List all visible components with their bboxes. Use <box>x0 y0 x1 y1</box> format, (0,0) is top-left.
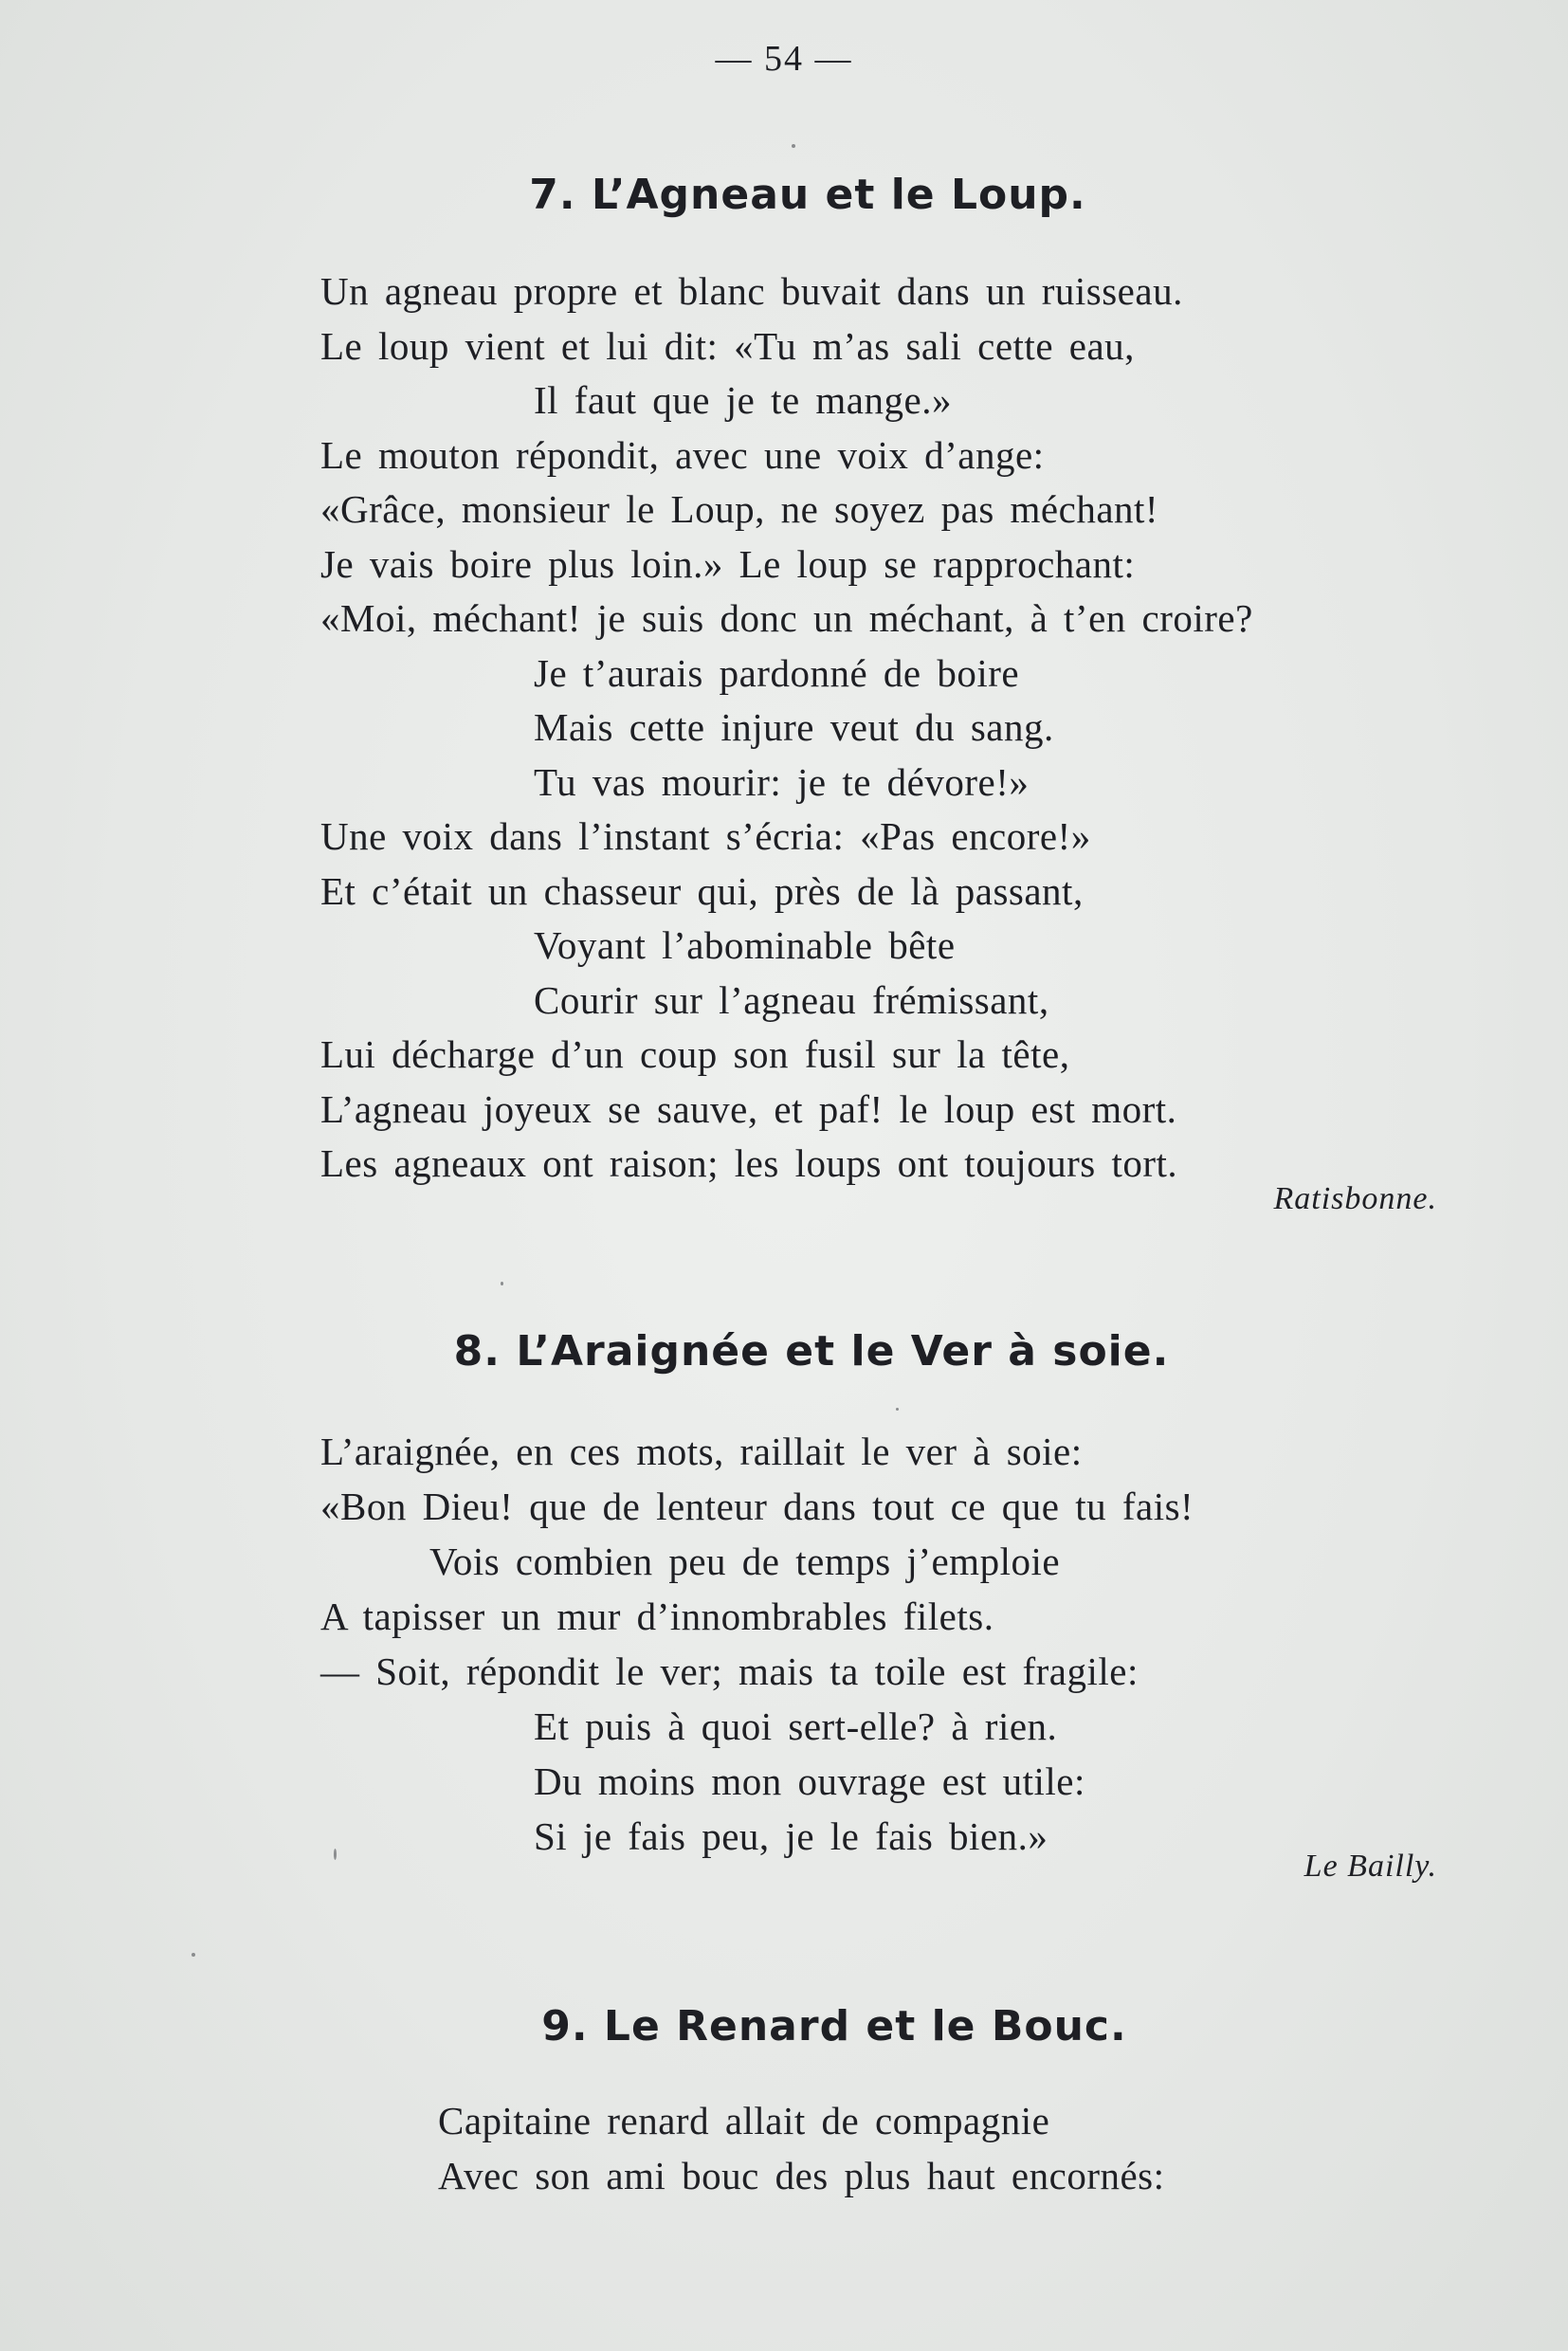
verse-line: Un agneau propre et blanc buvait dans un ruisseau. <box>320 269 1183 313</box>
poem-agneau-loup <box>320 264 1439 1192</box>
paper-speck <box>896 1408 899 1411</box>
verse-line: Et c’était un chasseur qui, près de là passant, <box>320 868 1084 913</box>
verse-line: Le loup vient et lui dit: «Tu m’as sali cette eau, <box>320 323 1135 368</box>
verse-line: Avec son ami bouc des plus haut encornés: <box>438 2154 1165 2197</box>
verse-line: A tapisser un mur d’innombrables filets. <box>320 1595 994 1638</box>
verse-line: Courir sur l’agneau frémissant, <box>534 977 1049 1022</box>
verse-line: Le mouton répondit, avec une voix d’ange: <box>320 432 1045 477</box>
author-attribution: Le Bailly. <box>1304 1849 1437 1884</box>
verse-line: «Grâce, monsieur le Loup, ne soyez pas méchant! <box>320 487 1159 531</box>
paper-speck <box>334 1849 337 1860</box>
paper-speck <box>501 1282 503 1285</box>
verse-line: Vois combien peu de temps j’emploie <box>429 1540 1061 1583</box>
paper-speck <box>191 1953 195 1957</box>
verse-line: L’araignée, en ces mots, raillait le ver à soie: <box>320 1430 1083 1473</box>
paper-speck <box>792 144 795 148</box>
verse-line: — Soit, répondit le ver; mais ta toile est fragile: <box>320 1649 1139 1693</box>
verse-line: «Moi, méchant! je suis donc un méchant, à t’en croire? <box>320 596 1253 640</box>
verse-line: Lui décharge d’un coup son fusil sur la tête, <box>320 1032 1070 1076</box>
poem-araignee-ver <box>320 1424 1439 1864</box>
verse-line: «Bon Dieu! que de lenteur dans tout ce que tu fais! <box>320 1485 1194 1528</box>
page-number: — 54 — <box>715 39 853 79</box>
poem-renard-bouc <box>438 2093 1557 2203</box>
section-title-agneau-loup: 7. L’Agneau et le Loup. <box>529 171 1086 219</box>
verse-line: Je t’aurais pardonné de boire <box>534 650 1020 695</box>
verse-line: Les agneaux ont raison; les loups ont toujours tort. <box>320 1141 1178 1185</box>
verse-line: Il faut que je te mange.» <box>534 378 952 422</box>
verse-line: Mais cette injure veut du sang. <box>534 705 1054 749</box>
verse-line: Voyant l’abominable bête <box>534 923 956 967</box>
verse-line: Et puis à quoi sert-elle? à rien. <box>534 1704 1058 1748</box>
verse-line: L’agneau joyeux se sauve, et paf! le loup est mort. <box>320 1086 1177 1131</box>
verse-line: Une voix dans l’instant s’écria: «Pas encore!» <box>320 814 1091 858</box>
section-title-renard-bouc: 9. Le Renard et le Bouc. <box>541 2002 1127 2050</box>
verse-line: Du moins mon ouvrage est utile: <box>534 1759 1085 1803</box>
verse-line: Capitaine renard allait de compagnie <box>438 2099 1050 2142</box>
section-title-araignee-ver: 8. L’Araignée et le Ver à soie. <box>453 1327 1170 1376</box>
author-attribution: Ratisbonne. <box>1273 1181 1437 1216</box>
verse-line: Tu vas mourir: je te dévore!» <box>534 759 1030 804</box>
verse-line: Je vais boire plus loin.» Le loup se rapprochant: <box>320 541 1136 586</box>
verse-line: Si je fais peu, je le fais bien.» <box>534 1814 1048 1858</box>
